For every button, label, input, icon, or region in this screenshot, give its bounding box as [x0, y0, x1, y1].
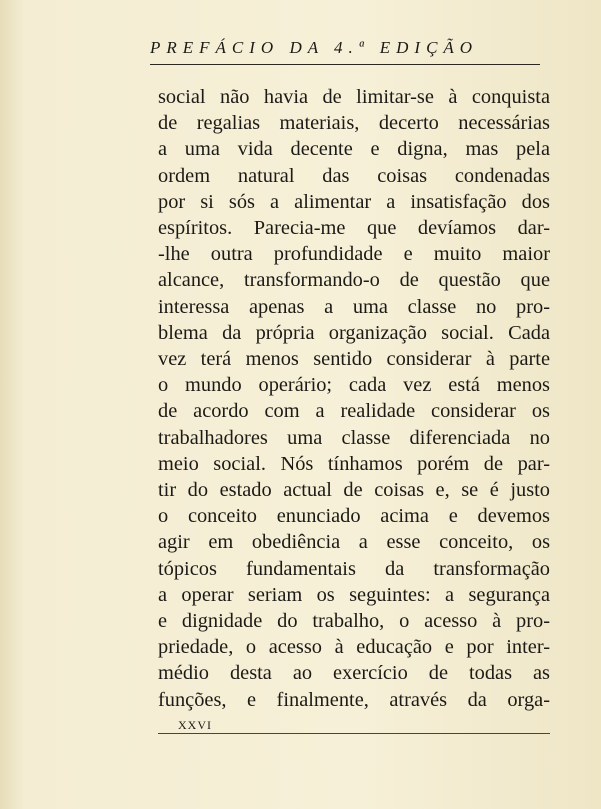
- text-line: -lhe outra profundidade e muito maior: [158, 243, 550, 266]
- text-line: meio social. Nós tínhamos porém de par-: [158, 452, 550, 475]
- text-line: e dignidade do trabalho, o acesso à pro-: [158, 610, 550, 633]
- text-line: alcance, transformando-o de questão que: [158, 269, 550, 292]
- text-line: vez terá menos sentido considerar à parte: [158, 348, 550, 371]
- text-line: médio desta ao exercício de todas as: [158, 662, 550, 685]
- page-number: XXVI: [178, 718, 212, 732]
- text-line: funções, e finalmente, através da orga-: [158, 688, 550, 711]
- text-line: ordem natural das coisas condenadas: [158, 164, 550, 187]
- body-text: [158, 84, 550, 713]
- text-line: o conceito enunciado acima e devemos: [158, 505, 550, 528]
- text-line: tópicos fundamentais da transformação: [158, 557, 550, 580]
- text-line: espíritos. Parecia-me que devíamos dar-: [158, 217, 550, 240]
- text-line: blema da própria organização social. Cada: [158, 321, 550, 344]
- text-line: interessa apenas a uma classe no pro-: [158, 295, 550, 318]
- text-line: de regalias materiais, decerto necessárias: [158, 112, 550, 135]
- text-line: a operar seriam os seguintes: a segurança: [158, 583, 550, 606]
- text-line: o mundo operário; cada vez está menos: [158, 374, 550, 397]
- text-line: por si sós a alimentar a insatisfação dos: [158, 190, 550, 213]
- header-rule: [150, 64, 540, 65]
- text-line: a uma vida decente e digna, mas pela: [158, 138, 550, 161]
- text-line: social não havia de limitar-se à conquista: [158, 86, 550, 108]
- text-line: de acordo com a realidade considerar os: [158, 400, 550, 423]
- text-line: tir do estado actual de coisas e, se é justo: [158, 479, 550, 502]
- footer-rule: [158, 733, 550, 734]
- text-line: agir em obediência a esse conceito, os: [158, 531, 550, 554]
- text-line: priedade, o acesso à educação e por inter-: [158, 636, 550, 659]
- running-head: PREFÁCIO DA 4.ª EDIÇÃO: [150, 38, 479, 57]
- text-line: trabalhadores uma classe diferenciada no: [158, 426, 550, 449]
